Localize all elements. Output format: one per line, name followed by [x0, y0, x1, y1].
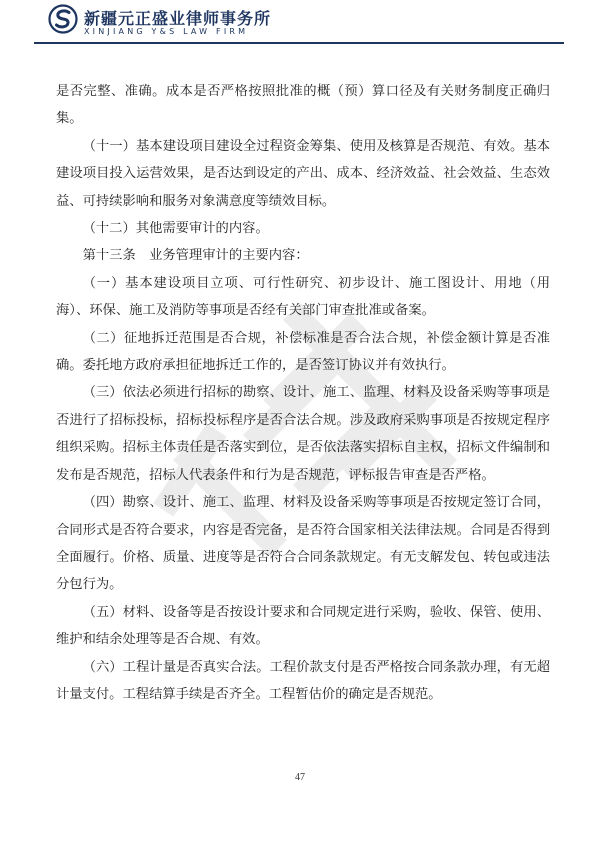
paragraph: （六）工程计量是否真实合法。工程价款支付是否严格按合同条款办理，有无超计量支付。工程结算手续是否齐全。工程暂估价的确定是否规范。 — [56, 659, 550, 702]
header-divider — [34, 42, 564, 44]
paragraph: 是否完整、准确。成本是否严格按照批准的概（预）算口径及有关财务制度正确归集。 — [56, 84, 550, 127]
firm-logo-icon — [48, 4, 78, 34]
page-header — [20, 4, 580, 46]
firm-name: 新疆元正盛业律师事务所 — [84, 9, 272, 28]
paragraph: （二）征地拆迁范围是否合规，补偿标准是否合法合规，补偿金额计算是否准确。委托地方政府承担征地拆迁工作的，是否签订协议并有效执行。 — [56, 330, 550, 374]
firm-name-en: XINJIANG Y&S LAW FIRM — [84, 27, 249, 36]
paragraph: （十一）基本建设项目建设全过程资金筹集、使用及核算是否规范、有效。基本建设项目投入运营效果，是否达到设定的产出、成本、经济效益、社会效益、生态效益、可持续影响和服务对象满意度等绩效目标。 — [56, 138, 550, 209]
document-body — [56, 78, 550, 708]
paragraph: （五）材料、设备等是否按设计要求和合同规定进行采购，验收、保管、使用、维护和结余处理等是否合规、有效。 — [56, 604, 550, 648]
page-number: 47 — [295, 772, 305, 783]
paragraph: （三）依法必须进行招标的勘察、设计、施工、监理、材料及设备采购等事项是否进行了招标投标，招标投标程序是否合法合规。涉及政府采购事项是否按规定程序组织采购。招标主体责任是否落实到位，是否依法落实招标自主权，招标文件编制和发布是否规范，招标人代表条件和行为是否规范，评标报告审查是否严格。 — [56, 385, 550, 483]
paragraph: （一）基本建设项目立项、可行性研究、初步设计、施工图设计、用地（用海）、环保、施工及消防等事项是否经有关部门审查批准或备案。 — [56, 275, 550, 319]
paragraph: 第十三条 业务管理审计的主要内容： — [82, 248, 309, 264]
paragraph: （四）勘察、设计、施工、监理、材料及设备采购等事项是否按规定签订合同，合同形式是否符合要求，内容是否完备，是否符合国家相关法律法规。合同是否得到全面履行。价格、质量、进度等是否符合合同条款规定。有无支解发包、转包或违法分包行为。 — [56, 495, 550, 593]
paragraph: （十二）其他需要审计的内容。 — [82, 221, 269, 237]
